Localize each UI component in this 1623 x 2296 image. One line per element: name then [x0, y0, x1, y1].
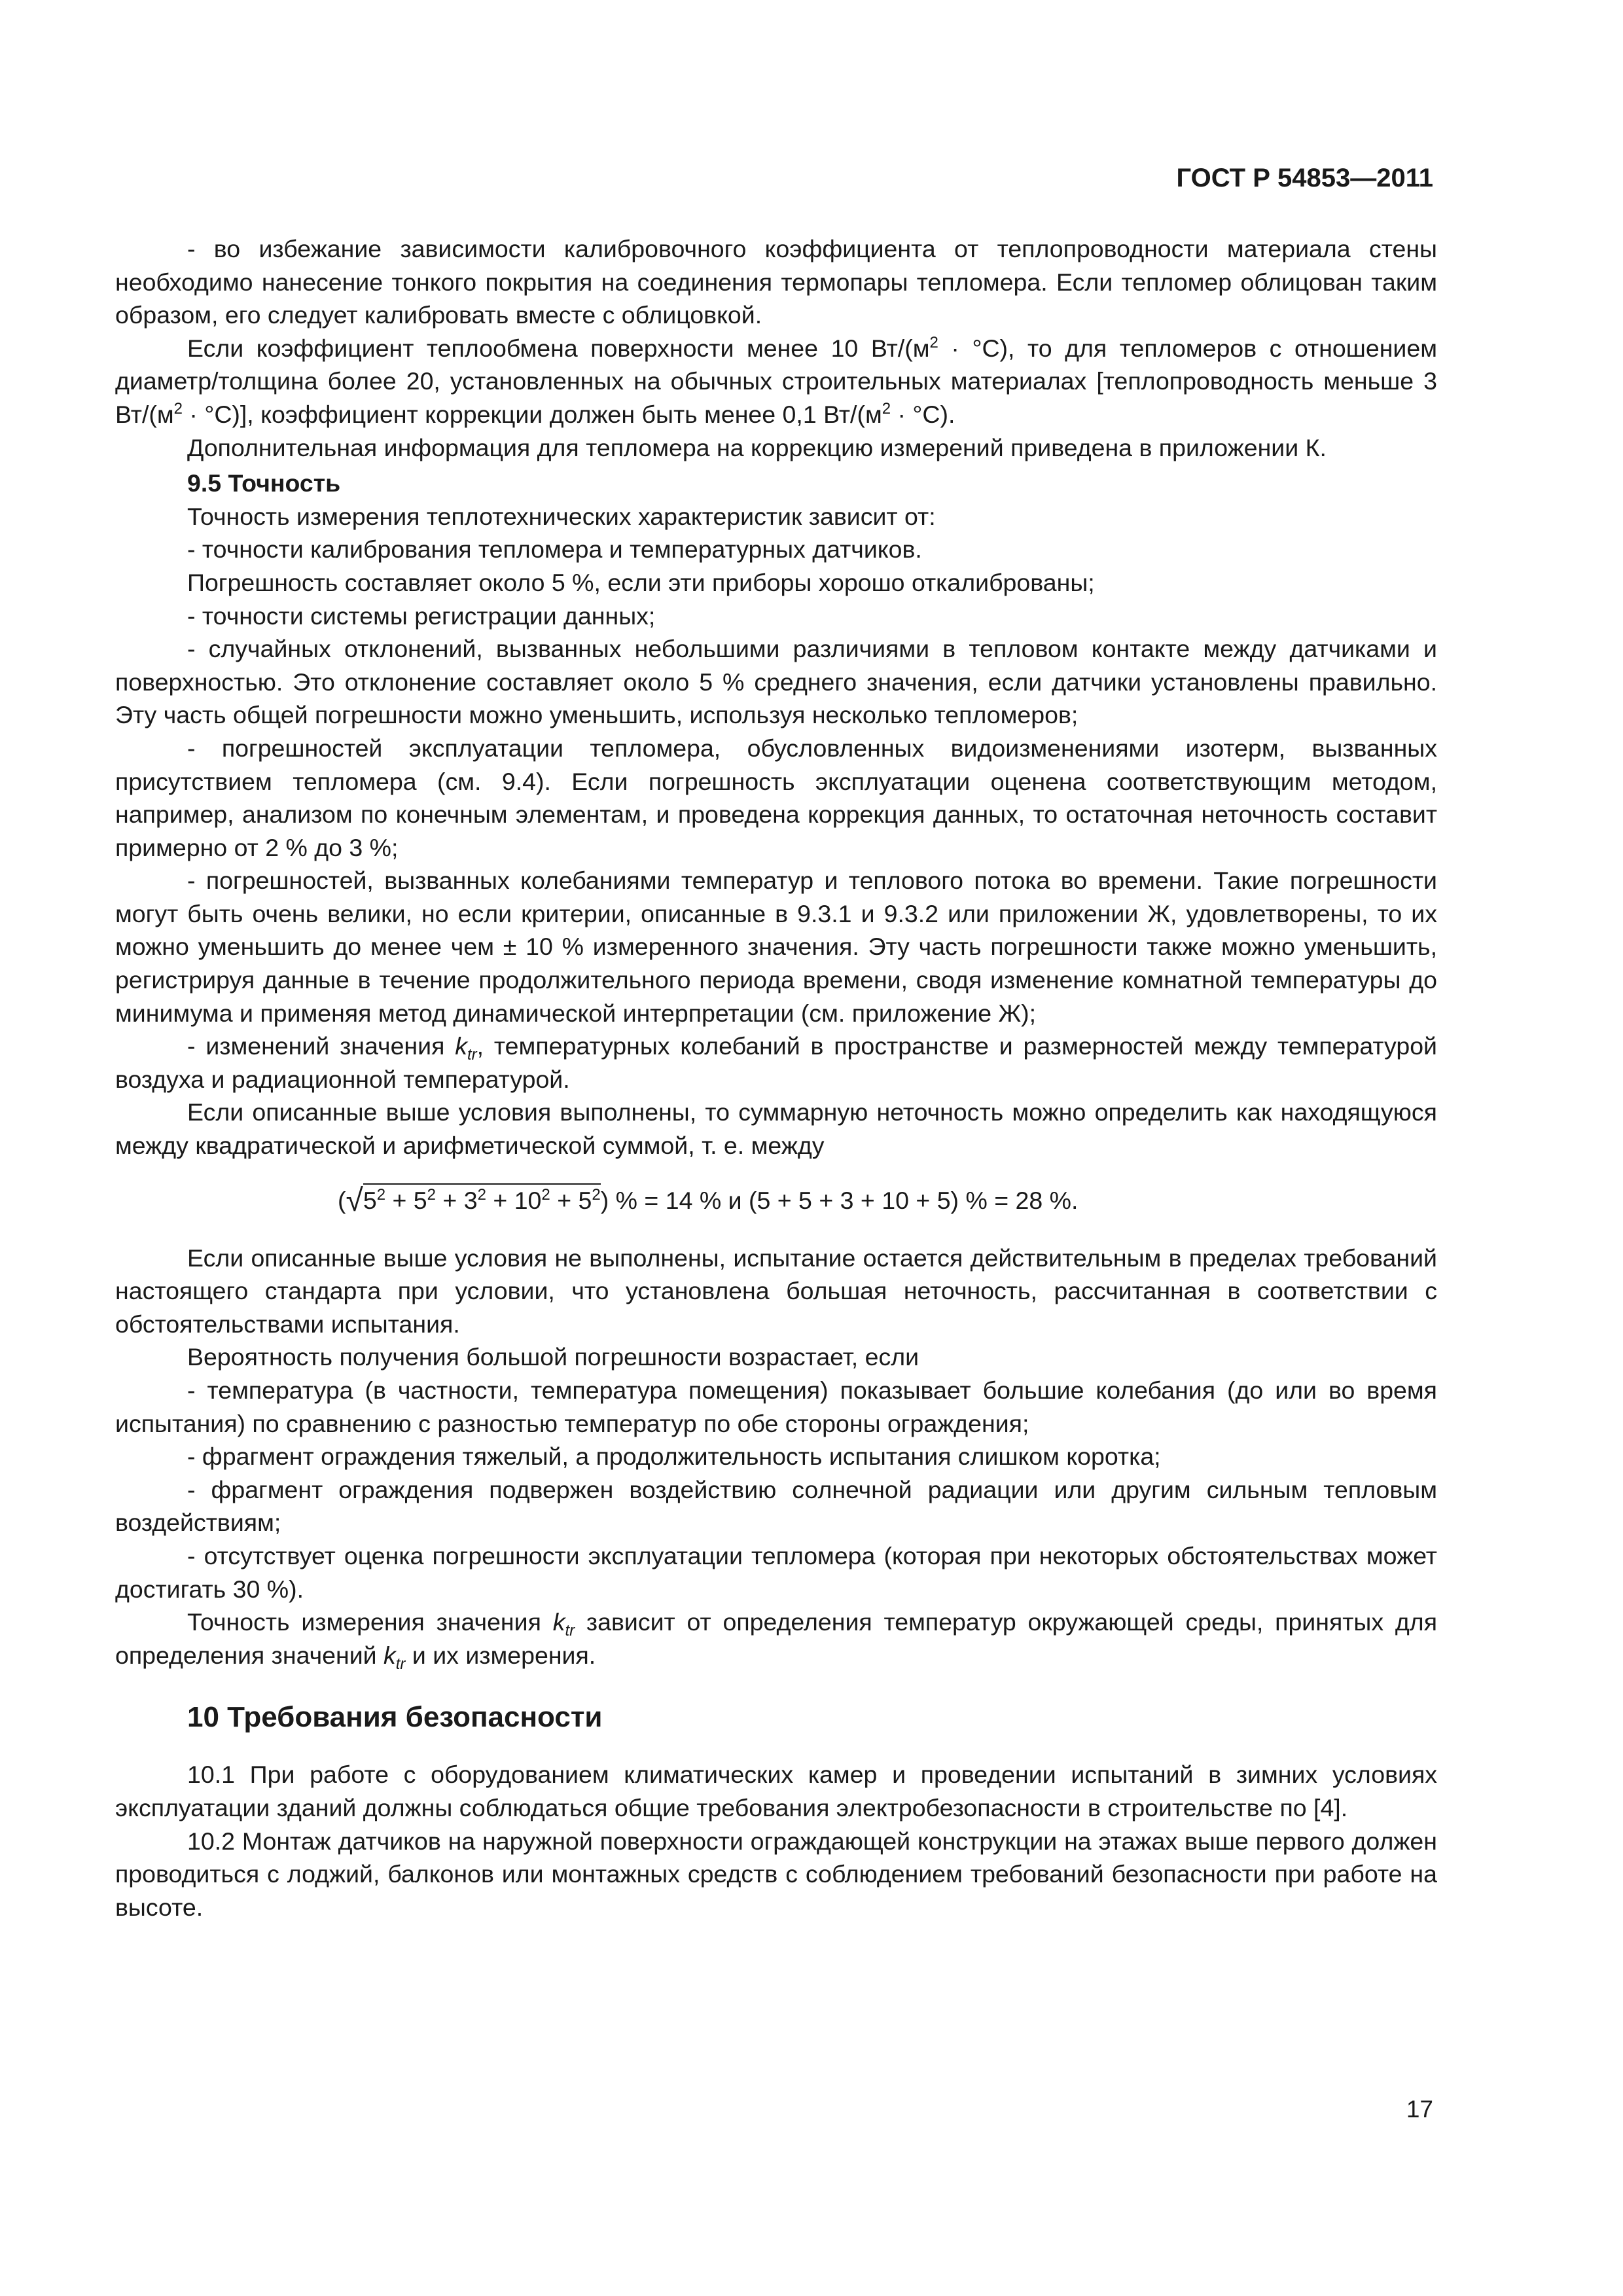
paragraph: Дополнительная информация для тепломера на коррекцию измерений приведена в приложении К.	[187, 433, 1327, 461]
list-item: - температура (в частности, температура помещения) показывает большие колебания (до или во время испытания) по сравнению с разностью температур по обе стороны ограждения;	[115, 1376, 1437, 1437]
list-item: - случайных отклонений, вызванных небольшими различиями в тепловом контакте между датчиками и поверхностью. Это отклонение составляет около 5 % среднего значения, если датчики установлены правильно. Эту часть общей погрешности можно уменьшить, используя несколько тепломеров;	[115, 635, 1437, 729]
list-item: - точности системы регистрации данных;	[187, 601, 656, 630]
section-heading-9-5: 9.5 Точность	[187, 469, 341, 497]
paragraph: Если описанные выше условия не выполнены, испытание остается действительным в пределах требований настоящего стандарта при условии, что установлена большая неточность, рассчитанная в соответствии с обстоятельствами испытания.	[115, 1244, 1437, 1338]
paragraph: Точность измерения теплотехнических характеристик зависит от:	[187, 502, 936, 530]
paragraph: Точность измерения значения $k_{tr}$ зависит от определения температур окружающей среды, принятых для определения значений $k_{tr}$ и их измерения.	[115, 1608, 1437, 1673]
list-item: - отсутствует оценка погрешности эксплуатации тепломера (которая при некоторых обстоятельствах может достигать 30 %).	[115, 1541, 1437, 1603]
page-number: 17	[1406, 2096, 1433, 2123]
document-code-header: ГОСТ Р 54853—2011	[1176, 164, 1433, 192]
list-item: - погрешностей эксплуатации тепломера, обусловленных видоизменениями изотерм, вызванных присутствием тепломера (см. 9.4). Если погрешность эксплуатации оценена соответствующим методом, например, анализом по конечным элементам, и проведена коррекция данных, то остаточная неточность составит примерно от 2 % до 3 %;	[115, 734, 1437, 861]
list-item: - точности калибрования тепломера и температурных датчиков.	[187, 535, 922, 564]
paragraph: Если описанные выше условия выполнены, то суммарную неточность можно определить как находящуюся между квадратической и арифметической суммой, т. е. между	[115, 1098, 1437, 1160]
paragraph: 10.2 Монтаж датчиков на наружной поверхности ограждающей конструкции на этажах выше первого должен проводиться с лоджий, балконов или монтажных средств с соблюдением требований безопасности при работе на высоте.	[115, 1827, 1437, 1921]
formula: $(√5^2 + 5^2 + 3^2 + 10^2 + 5^2)$ % = 14 % и (5 + 5 + 3 + 10 + 5) % = 28 %.	[338, 1183, 1079, 1218]
document-body	[115, 232, 1437, 1924]
paragraph: Вероятность получения большой погрешности возрастает, если	[187, 1343, 919, 1371]
list-item: - изменений значения $k_{tr}$, температурных колебаний в пространстве и размерностей между температурой воздуха и радиационной температурой.	[115, 1032, 1437, 1093]
paragraph: 10.1 При работе с оборудованием климатических камер и проведении испытаний в зимних условиях эксплуатации зданий должны соблюдаться общие требования электробезопасности в строительстве по [4].	[115, 1761, 1437, 1821]
paragraph: Если коэффициент теплообмена поверхности менее 10 $Вт/(м^2 \cdot ^\circ С)$, то для тепломеров с отношением диаметр/толщина более 20, установленных на обычных строительных материалах [теплопроводность меньше 3 $Вт/(м^2 \cdot ^\circ С)$], коэффициент коррекции должен быть менее 0,1 $Вт/(м^2 \cdot ^\circ С)$.	[115, 333, 1437, 428]
paragraph: Погрешность составляет около 5 %, если эти приборы хорошо откалиброваны;	[187, 568, 1095, 596]
list-item: - фрагмент ограждения подвержен воздействию солнечной радиации или другим сильным тепловым воздействиям;	[115, 1475, 1437, 1537]
paragraph: - во избежание зависимости калибровочного коэффициента от теплопроводности материала стены необходимо нанесение тонкого покрытия на соединения термопары тепломера. Если тепломер облицован таким образом, его следует калибровать вместе с облицовкой.	[115, 235, 1437, 329]
sqrt-sign: √	[346, 1183, 363, 1218]
section-heading-10: 10 Требования безопасности	[187, 1701, 603, 1734]
list-item: - погрешностей, вызванных колебаниями температур и теплового потока во времени. Такие погрешности могут быть очень велики, но если критерии, описанные в 9.3.1 и 9.3.2 или приложении Ж, удовлетворены, то их можно уменьшить до менее чем ± 10 % измеренного значения. Эту часть погрешности также можно уменьшить, регистрируя данные в течение продолжительного периода времени, сводя изменение комнатной температуры до минимума и применяя метод динамической интерпретации (см. приложение Ж);	[115, 867, 1437, 1027]
list-item: - фрагмент ограждения тяжелый, а продолжительность испытания слишком коротка;	[187, 1443, 1161, 1471]
